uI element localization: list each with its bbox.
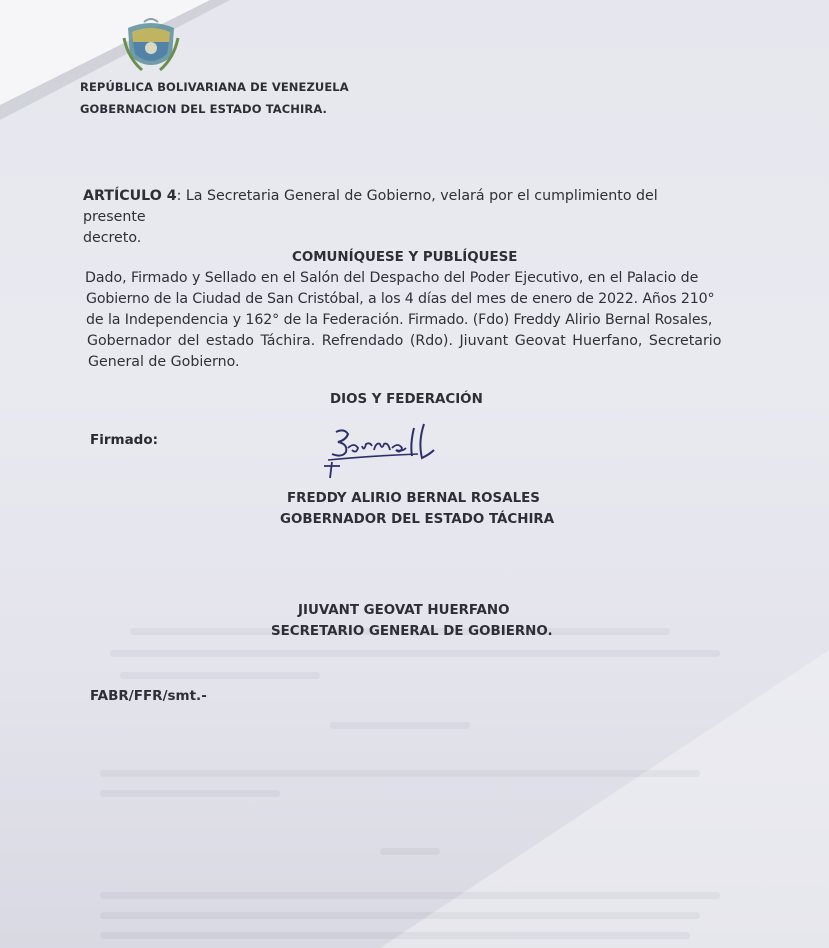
article-4-paragraph: [83, 186, 713, 249]
secretary-name: JIUVANT GEOVAT HUERFANO: [298, 603, 510, 618]
communique-line-5: General de Gobierno.: [88, 354, 240, 370]
secretary-title: SECRETARIO GENERAL DE GOBIERNO.: [271, 624, 553, 639]
motto: DIOS Y FEDERACIÓN: [330, 392, 483, 407]
header-country: REPÚBLICA BOLIVARIANA DE VENEZUELA: [80, 80, 349, 94]
governor-name: FREDDY ALIRIO BERNAL ROSALES: [287, 491, 540, 506]
handwritten-signature: [318, 420, 458, 480]
communique-title: COMUNÍQUESE Y PUBLÍQUESE: [292, 250, 518, 265]
communique-line-1: Dado, Firmado y Sellado en el Salón del Despacho del Poder Ejecutivo, en el Palacio de: [85, 270, 699, 286]
header-government: GOBERNACION DEL ESTADO TACHIRA.: [80, 102, 328, 116]
governor-title: GOBERNADOR DEL ESTADO TÁCHIRA: [280, 512, 555, 527]
article-text-line1: : La Secretaria General de Gobierno, velará por el cumplimiento del presente: [83, 188, 658, 225]
coat-of-arms-icon: [122, 18, 180, 76]
article-label: ARTÍCULO 4: [83, 188, 177, 204]
communique-line-4: Gobernador del estado Táchira. Refrendado (Rdo). Jiuvant Geovat Huerfano, Secretario: [87, 333, 722, 349]
article-text-line2: decreto.: [83, 230, 142, 246]
communique-line-3: de la Independencia y 162° de la Federación. Firmado. (Fdo) Freddy Alirio Bernal Rosales,: [86, 312, 713, 328]
communique-line-2: Gobierno de la Ciudad de San Cristóbal, a los 4 días del mes de enero de 2022. Años 210°: [86, 291, 715, 307]
signed-label: Firmado:: [90, 432, 159, 448]
reference-initials: FABR/FFR/smt.-: [90, 688, 207, 704]
